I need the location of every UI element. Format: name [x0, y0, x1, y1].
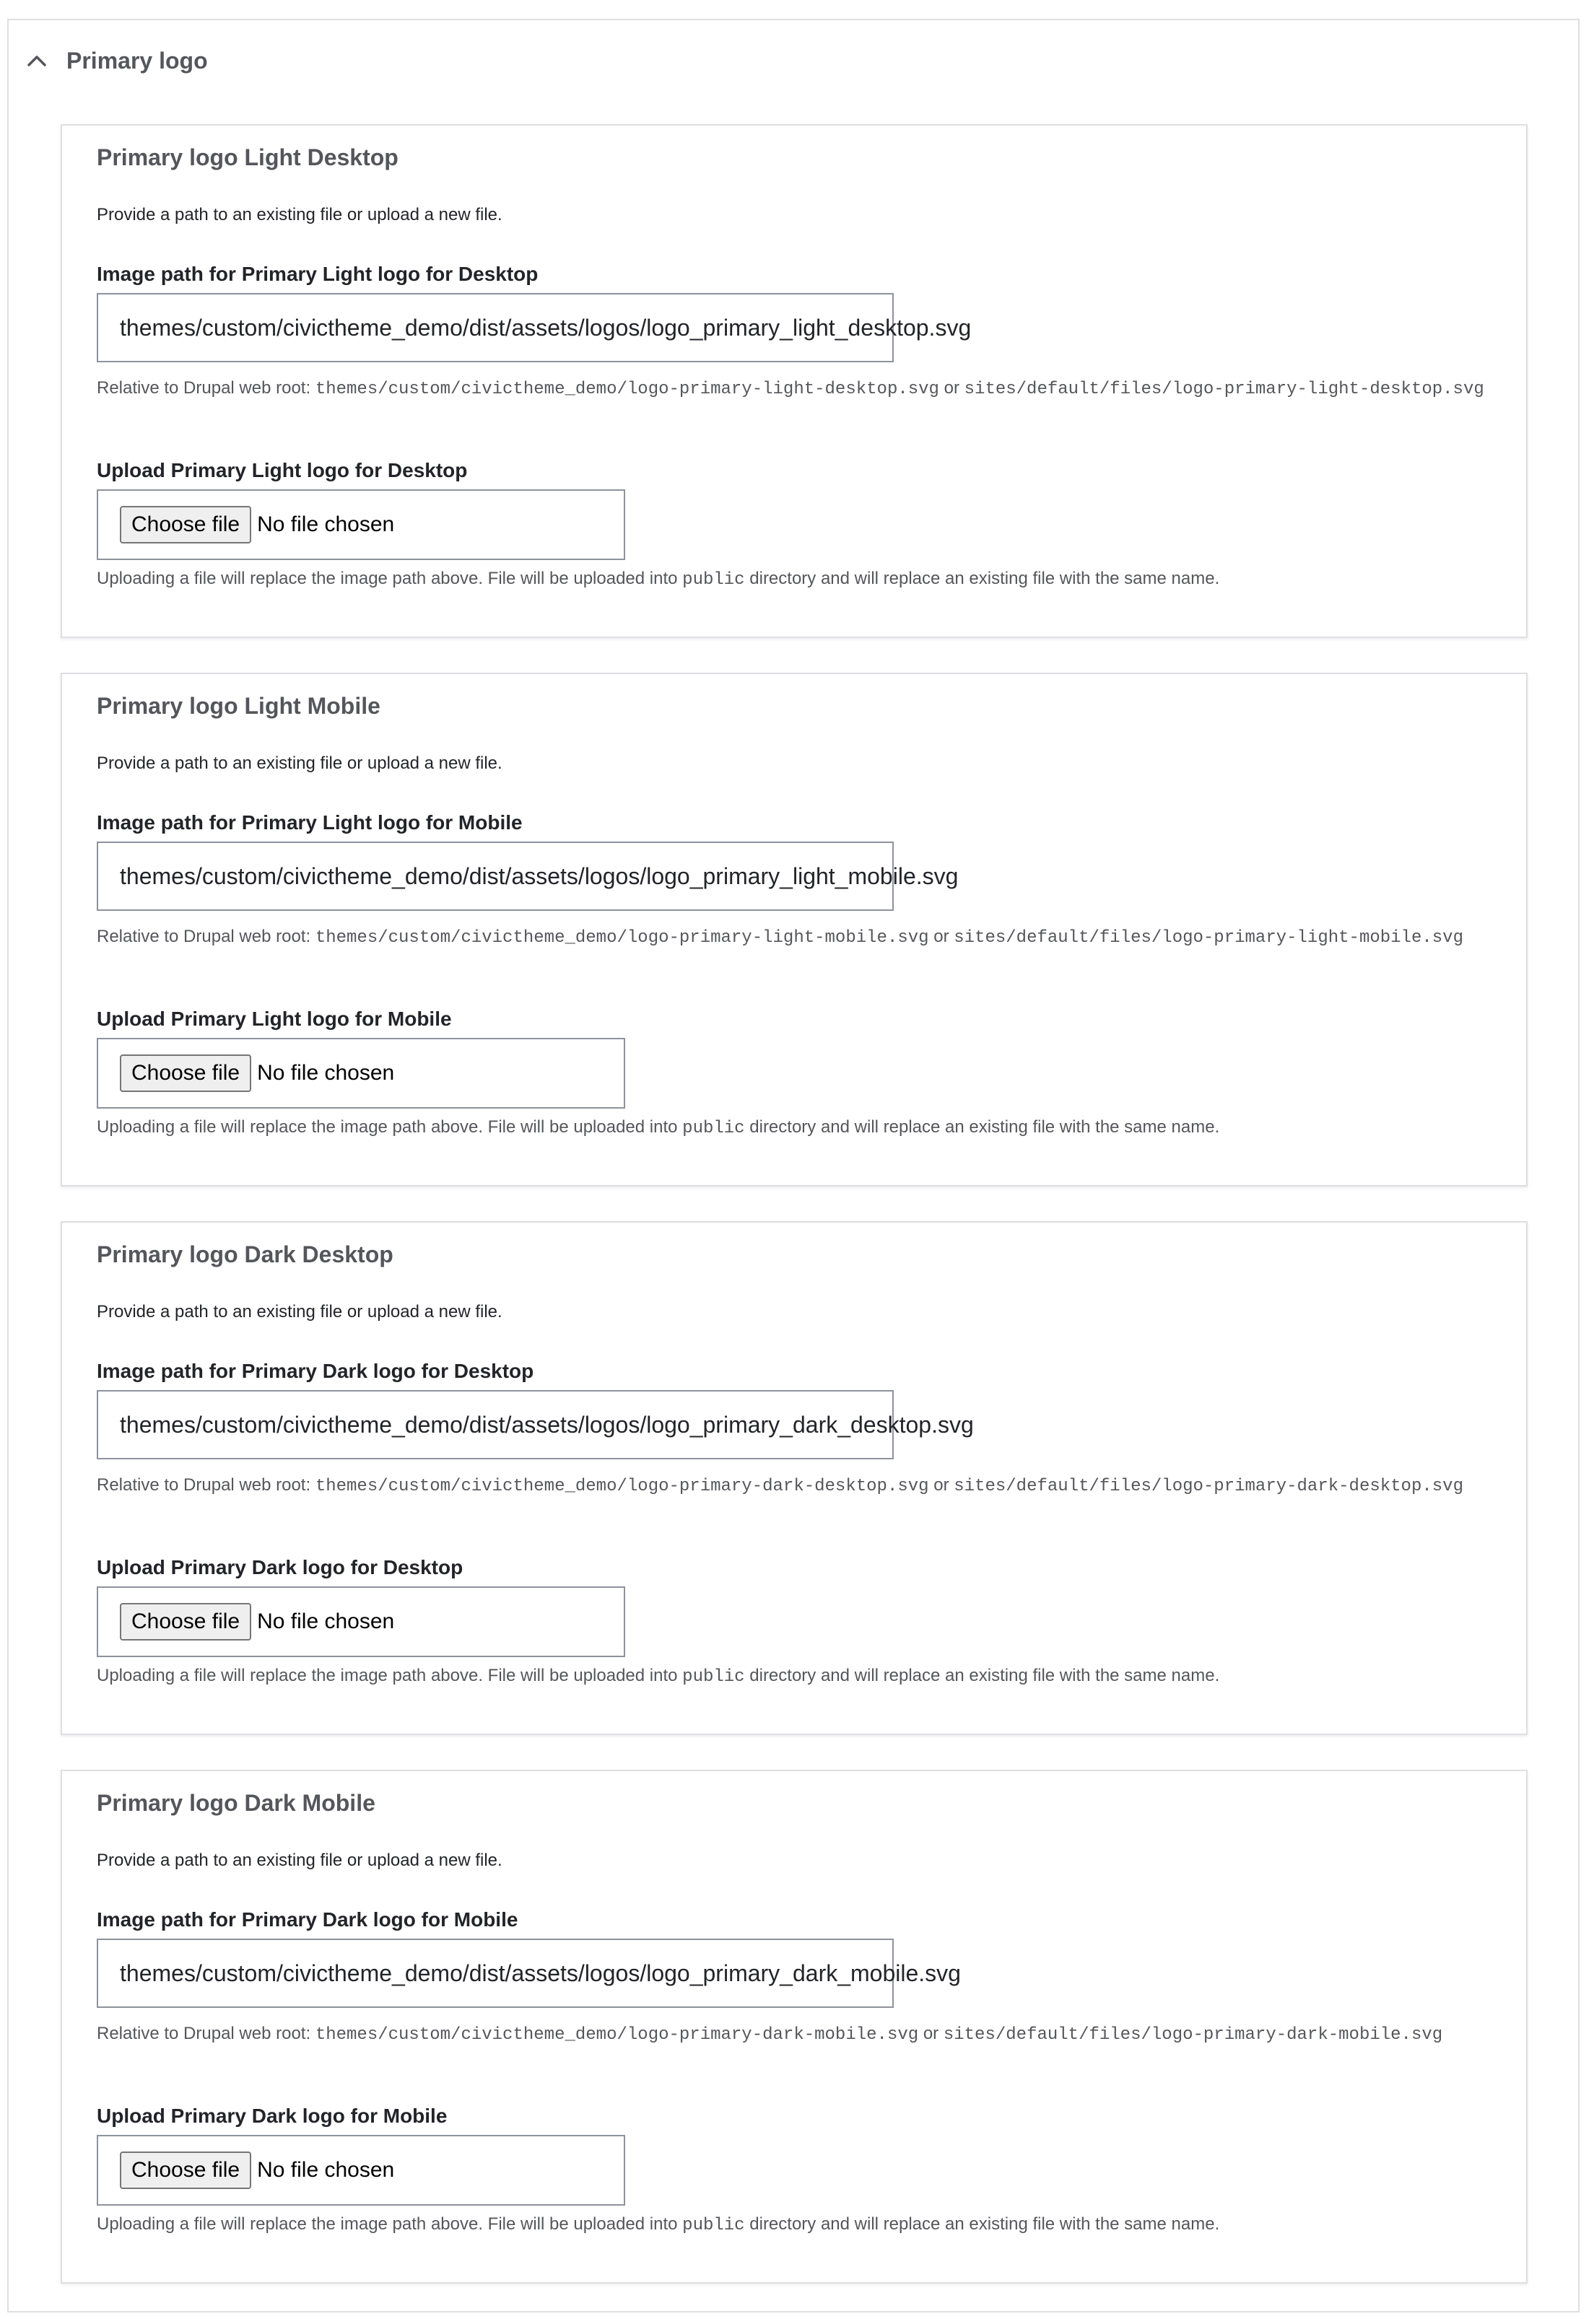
help-theme-path: themes/custom/civictheme_demo/logo-primary-dark-mobile.svg	[315, 2025, 919, 2045]
upload-label: Upload Primary Light logo for Mobile	[97, 1008, 452, 1030]
file-upload-input[interactable]	[97, 1038, 625, 1109]
help-theme-path: themes/custom/civictheme_demo/logo-primary-dark-desktop.svg	[315, 1477, 929, 1496]
upload-help-text: Uploading a file will replace the image path above. File will be uploaded into	[97, 1117, 683, 1137]
primary-logo-details	[7, 19, 1580, 2312]
upload-help-code: public	[682, 2216, 745, 2235]
help-prefix: Relative to Drupal web root:	[97, 1475, 315, 1495]
card-description: Provide a path to an existing file or upload a new file.	[97, 1302, 502, 1322]
image-path-help	[97, 2021, 1512, 2048]
image-path-value: themes/custom/civictheme_demo/dist/assets/logos/logo_primary_light_desktop.svg	[120, 314, 972, 341]
primary-logo-summary[interactable]	[26, 40, 208, 81]
help-files-path: sites/default/files/logo-primary-dark-desktop.svg	[954, 1477, 1463, 1496]
no-file-chosen-text: No file chosen	[257, 1061, 395, 1085]
file-upload-input[interactable]	[97, 489, 625, 560]
help-theme-path: themes/custom/civictheme_demo/logo-primary-light-mobile.svg	[315, 928, 929, 948]
help-files-path: sites/default/files/logo-primary-light-mobile.svg	[954, 928, 1463, 948]
card-title: Primary logo Dark Mobile	[97, 1790, 375, 1816]
upload-help-text: Uploading a file will replace the image path above. File will be uploaded into	[97, 2214, 683, 2234]
image-path-input[interactable]	[97, 1939, 961, 2008]
card-description: Provide a path to an existing file or upload a new file.	[97, 753, 502, 773]
choose-file-button[interactable]: Choose file	[120, 1054, 251, 1092]
card-title: Primary logo Dark Desktop	[97, 1241, 393, 1267]
help-or: or	[918, 2024, 944, 2043]
image-path-value: themes/custom/civictheme_demo/dist/assets/logos/logo_primary_light_mobile.svg	[120, 862, 959, 889]
image-path-help	[97, 924, 1512, 951]
image-path-input[interactable]	[97, 842, 959, 911]
upload-help-code: public	[682, 570, 745, 590]
help-prefix: Relative to Drupal web root:	[97, 2024, 315, 2043]
choose-file-button[interactable]: Choose file	[120, 2152, 251, 2189]
choose-file-button[interactable]: Choose file	[120, 506, 251, 543]
image-path-label: Image path for Primary Dark logo for Desktop	[97, 1360, 534, 1382]
upload-help	[97, 1666, 1219, 1687]
upload-help-code: public	[682, 1667, 745, 1687]
logo-card-light-mobile	[61, 673, 1528, 1187]
image-path-label: Image path for Primary Dark logo for Mobile	[97, 1908, 518, 1931]
upload-help-text-end: directory and will replace an existing file with the same name.	[744, 1666, 1220, 1685]
help-files-path: sites/default/files/logo-primary-light-desktop.svg	[964, 380, 1484, 399]
help-files-path: sites/default/files/logo-primary-dark-mobile.svg	[943, 2025, 1443, 2045]
upload-help-text: Uploading a file will replace the image path above. File will be uploaded into	[97, 569, 683, 588]
card-description: Provide a path to an existing file or upload a new file.	[97, 205, 502, 224]
image-path-help	[97, 375, 1512, 403]
logo-card-light-desktop	[61, 124, 1528, 638]
no-file-chosen-text: No file chosen	[257, 1609, 395, 1633]
card-title: Primary logo Light Mobile	[97, 693, 380, 719]
logo-card-dark-desktop	[61, 1221, 1528, 1735]
upload-help-text-end: directory and will replace an existing file with the same name.	[744, 1117, 1220, 1137]
help-or: or	[938, 378, 964, 398]
help-or: or	[928, 1475, 954, 1495]
card-title: Primary logo Light Desktop	[97, 144, 398, 170]
no-file-chosen-text: No file chosen	[257, 2158, 395, 2182]
file-upload-input[interactable]	[97, 2135, 625, 2206]
upload-help-code: public	[682, 1119, 745, 1138]
upload-help-text-end: directory and will replace an existing file with the same name.	[744, 569, 1220, 588]
upload-help	[97, 1117, 1219, 1138]
image-path-input[interactable]	[97, 293, 972, 362]
image-path-input[interactable]	[97, 1390, 974, 1459]
help-or: or	[928, 927, 954, 946]
card-description: Provide a path to an existing file or upload a new file.	[97, 1851, 502, 1870]
chevron-up-icon	[26, 40, 66, 81]
primary-logo-title: Primary logo	[66, 47, 208, 74]
upload-help	[97, 569, 1219, 590]
image-path-help	[97, 1472, 1512, 1500]
image-path-label: Image path for Primary Light logo for Mobile	[97, 811, 523, 834]
image-path-label: Image path for Primary Light logo for Desktop	[97, 263, 539, 285]
help-theme-path: themes/custom/civictheme_demo/logo-primary-light-desktop.svg	[315, 380, 939, 399]
image-path-value: themes/custom/civictheme_demo/dist/assets/logos/logo_primary_dark_mobile.svg	[120, 1960, 961, 1986]
help-prefix: Relative to Drupal web root:	[97, 927, 315, 946]
upload-label: Upload Primary Dark logo for Desktop	[97, 1556, 463, 1578]
choose-file-button[interactable]: Choose file	[120, 1603, 251, 1641]
help-prefix: Relative to Drupal web root:	[97, 378, 315, 398]
upload-help-text: Uploading a file will replace the image path above. File will be uploaded into	[97, 1666, 683, 1685]
upload-help-text-end: directory and will replace an existing file with the same name.	[744, 2214, 1220, 2234]
file-upload-input[interactable]	[97, 1586, 625, 1657]
upload-label: Upload Primary Dark logo for Mobile	[97, 2105, 448, 2127]
no-file-chosen-text: No file chosen	[257, 512, 395, 536]
upload-help	[97, 2214, 1219, 2235]
logo-card-dark-mobile	[61, 1770, 1528, 2284]
image-path-value: themes/custom/civictheme_demo/dist/assets/logos/logo_primary_dark_desktop.svg	[120, 1411, 974, 1438]
upload-label: Upload Primary Light logo for Desktop	[97, 459, 468, 481]
